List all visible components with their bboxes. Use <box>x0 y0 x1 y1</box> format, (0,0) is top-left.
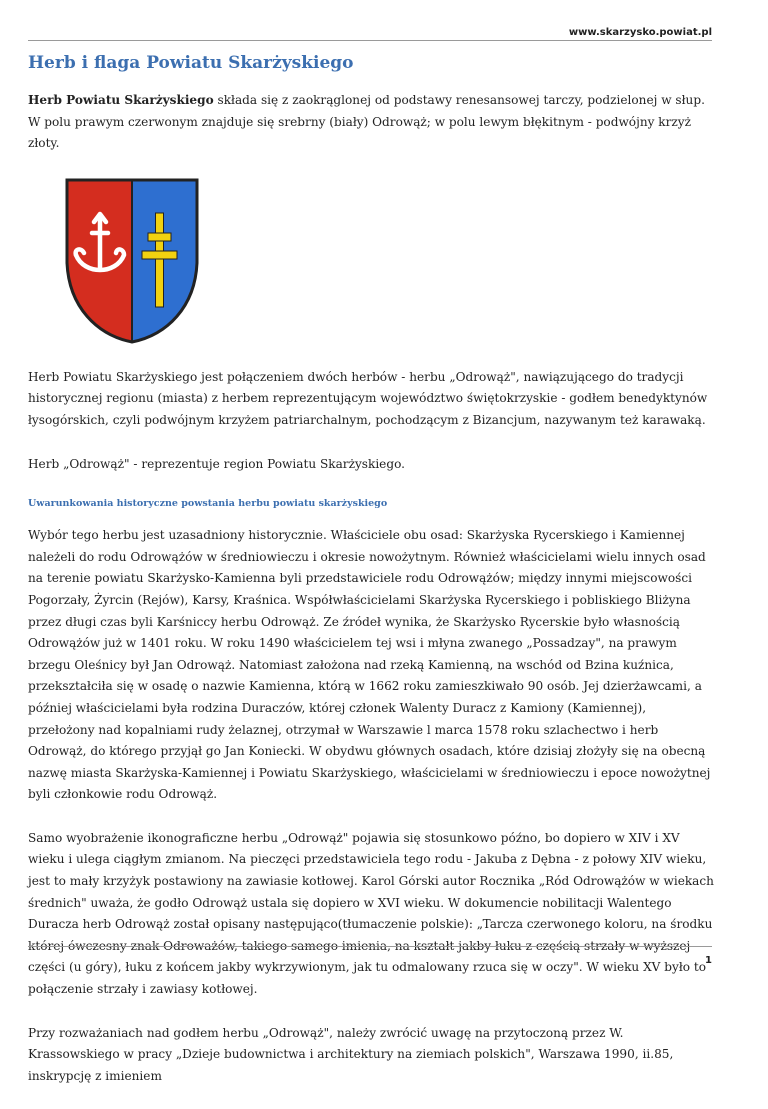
site-url[interactable]: www.skarzysko.powiat.pl <box>568 27 712 38</box>
paragraph-heraldic-combination: Herb Powiatu Skarżyskiego jest połączeniem dwóch herbów - herbu „Odrowąż", nawiązującego do tradycji historycznej regionu (miasta) z herbem reprezentującym województwo świętokrzyskie - godłem benedyktynów łysogórskich, czyli podwójnym krzyżem patriarchalnym, pochodzącym z Bizancjum, nazywanym też karawaką. <box>28 369 708 427</box>
page-title: Herb i flaga Powiatu Skarżyskiego <box>28 53 354 73</box>
paragraph-krassowski: Przy rozważaniach nad godłem herbu „Odrowąż", należy zwrócić uwagę na przytoczoną przez W. Krassowskiego w pracy „Dzieje budownictwa i architektury na ziemiach polskich", Warszawa 1990, ii.85, inskrypcję z imieniem <box>28 1025 674 1083</box>
coat-of-arms-figure <box>28 175 714 347</box>
intro-paragraph <box>28 90 714 155</box>
paragraph-odrowaz-region: Herb „Odrowąż" - reprezentuje region Powiatu Skarżyskiego. <box>28 456 405 471</box>
article-content <box>28 48 714 1109</box>
page-number: 1 <box>705 955 712 966</box>
paragraph-iconography: Samo wyobrażenie ikonograficzne herbu „Odrowąż" pojawia się stosunkowo późno, bo dopiero w XIV i XV wieku i ulega ciągłym zmianom. Na pieczęci przedstawiciela tego rodu - Jakuba z Dębna - z połowy XIV wieku, jest to mały krzyżyk postawiony na zawiasie kotłowej. Karol Górski autor Rocznika „Ród Odrowążów w wiekach średnich" uważa, że godło Odrowąż ustala się dopiero w XVI wieku. W dokumencie nobilitacji Walentego Duracza herb Odrowąż został opisany następująco(tłumaczenie polskie): „Tarcza czerwonego koloru, na środku której ówczesny znak Odroważów, takiego samego imienia, na kształt jakby łuku z częścią strzały w wyższej części (u góry), łuku z końcem jakby wykrzywionym, jak tu odmalowany rzuca się w oczy". W wieku XV było to połączenie strzały i zawiasy kotłowej. <box>28 830 714 997</box>
paragraph-historical-background: Wybór tego herbu jest uzasadniony historycznie. Właściciele obu osad: Skarżyska Rycerskiego i Kamiennej należeli do rodu Odrowążów w średniowieczu i okresie nowożytnym. Również właścicielami wielu innych osad na terenie powiatu Skarżysko-Kamienna byli przedstawiciele rodu Odrowążów; między innymi miejscowości Pogorzały, Żyrcin (Rejów), Karsy, Kraśnica. Współwłaścicielami Skarżyska Rycerskiego i pobliskiego Bliżyna przez długi czas byli Karśniccy herbu Odrowąż. Ze źródeł wynika, że Skarżysko Rycerskie było własnością Odrowążów już w 1401 roku. W roku 1490 właścicielem tej wsi i młyna zwanego „Possadzay", na prawym brzegu Oleśnicy był Jan Odrowąż. Natomiast założona nad rzeką Kamienną, na wschód od Bzina kuźnica, przekształciła się w osadę o nazwie Kamienna, którą w 1662 roku zamieszkiwało 90 osób. Jej dzierżawcami, a później właścicielami była rodzina Duraczów, której członek Walenty Duracz z Kamiony (Kamiennej), przełożony nad kopalniami rudy żelaznej, otrzymał w Warszawie l marca 1578 roku szlachectwo i herb Odrowąż, do którego przyjął go Jan Koniecki. W obydwu głównych osadach, które dzisiaj złożyły się na obecną nazwę miasta Skarżyska-Kamiennej i Powiatu Skarżyskiego, właścicielami w średniowieczu i epoce nowożytnej byli członkowie rodu Odrowąż. <box>28 528 711 802</box>
header-divider <box>28 40 712 41</box>
footer-divider <box>28 946 712 947</box>
coat-of-arms-icon <box>64 177 200 345</box>
section-subheading: Uwarunkowania historyczne powstania herbu powiatu skarżyskiego <box>28 498 388 510</box>
intro-bold-lead: Herb Powiatu Skarżyskiego <box>28 93 214 107</box>
shield-blue-field <box>133 180 198 342</box>
intro-text: składa się z zaokrąglonej od podstawy renesansowej tarczy, podzielonej w słup. W polu prawym czerwonym znajduje się srebrny (biały) Odrowąż; w polu lewym błękitnym - podwójny krzyż złoty. <box>28 93 705 151</box>
